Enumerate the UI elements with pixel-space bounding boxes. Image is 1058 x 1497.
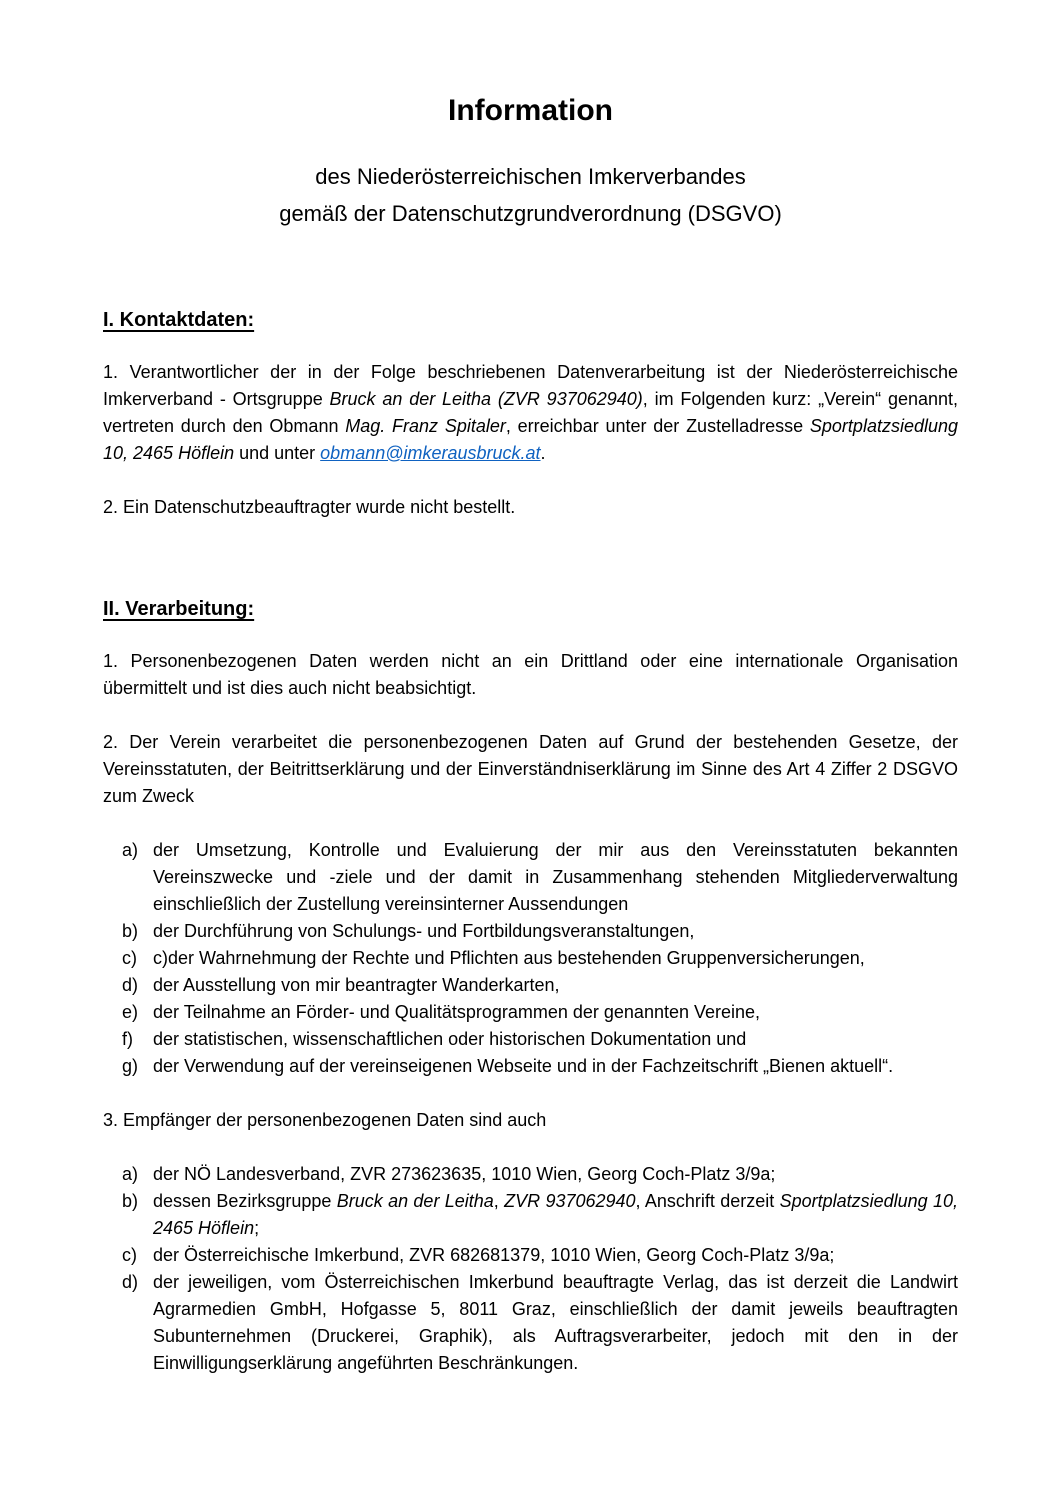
- text-run: ;: [254, 1218, 260, 1238]
- text-run: c)der Wahrnehmung der Rechte und Pflichten aus bestehenden Gruppenversicherungen,: [153, 948, 865, 968]
- section-verarbeitung-heading: II. Verarbeitung:: [103, 598, 255, 620]
- list-marker: d): [122, 1272, 139, 1292]
- purpose-item-c: [103, 945, 958, 972]
- text-run: der jeweiligen, vom Österreichischen Imkerbund beauftragte Verlag, das ist derzeit die Landwirt Agrarmedien GmbH, Hofgasse 5, 8011 Graz, einschließlich der damit jeweils beauftragten Subunternehmen (Druckerei, Graphik), als Auftragsverarbeiter, jedoch mit den in der Einwilligungserklärung angeführten Beschränkungen.: [153, 1272, 958, 1373]
- purpose-item-e: [103, 999, 958, 1026]
- text-run: der Verwendung auf der vereinseigenen Webseite und in der Fachzeitschrift „Bienen aktuell“.: [153, 1056, 894, 1076]
- text-run: der Österreichische Imkerbund, ZVR 682681379, 1010 Wien, Georg Coch-Platz 3/9a;: [153, 1245, 835, 1265]
- subtitle-line-1: des Niederösterreichischen Imkerverbandes: [315, 164, 746, 189]
- text-run: 3. Empfänger der personenbezogenen Daten sind auch: [103, 1110, 547, 1130]
- paragraph-drittland: [103, 648, 958, 702]
- text-run: Sportplatzsiedlung 10, 2465 Höflein: [153, 1191, 958, 1238]
- purpose-item-f: [103, 1026, 958, 1053]
- text-run: Sportplatzsiedlung 10, 2465 Höflein: [103, 416, 959, 463]
- list-marker: b): [122, 1191, 139, 1211]
- list-item-text: [153, 1242, 958, 1269]
- list-marker: g): [122, 1056, 139, 1076]
- document-subtitle: [103, 158, 958, 232]
- list-marker: c): [122, 948, 137, 968]
- text-run: 2. Ein Datenschutzbeauftragter wurde nicht bestellt.: [103, 497, 516, 517]
- text-run: .: [540, 443, 546, 463]
- purpose-item-g: [103, 1053, 958, 1080]
- list-marker: d): [122, 975, 139, 995]
- recipients-list: [103, 1161, 958, 1377]
- list-item-text: [153, 918, 958, 945]
- list-item-text: [153, 1269, 958, 1377]
- text-run: , im Folgenden kurz: „Verein“ genannt, vertreten durch den Obmann: [103, 389, 959, 436]
- text-run: , erreichbar unter der Zustelladresse: [505, 416, 810, 436]
- text-run: der NÖ Landesverband, ZVR 273623635, 1010 Wien, Georg Coch-Platz 3/9a;: [153, 1164, 776, 1184]
- list-marker: f): [122, 1029, 133, 1049]
- list-marker: e): [122, 1002, 139, 1022]
- subtitle-line-2: gemäß der Datenschutzgrundverordnung (DSGVO): [279, 201, 782, 226]
- list-marker: a): [122, 840, 139, 860]
- paragraph-datenschutzbeauftragter: [103, 494, 958, 521]
- list-marker: a): [122, 1164, 139, 1184]
- list-item-text: [153, 1026, 958, 1053]
- paragraph-verantwortlicher: [103, 359, 958, 467]
- text-run: der Umsetzung, Kontrolle und Evaluierung der mir aus den Vereinsstatuten bekannten Vereinszwecke und -ziele und der damit in Zusammenhang stehenden Mitgliederverwaltung einschließlich der Zustellung vereinsinterner Aussendungen: [153, 840, 958, 914]
- list-item-text: [153, 1161, 958, 1188]
- recipients-item-d: [103, 1269, 958, 1377]
- recipients-item-a: [103, 1161, 958, 1188]
- recipients-item-c: [103, 1242, 958, 1269]
- text-run: und unter: [234, 443, 321, 463]
- text-run: der Durchführung von Schulungs- und Fortbildungsveranstaltungen,: [153, 921, 695, 941]
- purpose-list: [103, 837, 958, 1080]
- paragraph-verarbeitungszweck: [103, 729, 958, 810]
- list-item-text: [153, 945, 958, 972]
- text-run: 1. Personenbezogenen Daten werden nicht an ein Drittland oder eine internationale Organisation übermittelt und ist dies auch nicht beabsichtigt.: [103, 651, 958, 698]
- list-item-text: [153, 999, 958, 1026]
- document-title: Information: [448, 94, 613, 127]
- list-item-text: [153, 1053, 958, 1080]
- list-item-text: [153, 972, 958, 999]
- list-marker: b): [122, 921, 139, 941]
- purpose-item-d: [103, 972, 958, 999]
- text-run: ,: [493, 1191, 505, 1211]
- text-run: Bruck an der Leitha: [336, 1191, 494, 1211]
- text-run: der Ausstellung von mir beantragter Wanderkarten,: [153, 975, 560, 995]
- paragraph-empfaenger: [103, 1107, 958, 1134]
- text-run: , Anschrift derzeit: [635, 1191, 780, 1211]
- recipients-item-b: [103, 1188, 958, 1242]
- list-item-text: [153, 837, 958, 918]
- text-run: der Teilnahme an Förder- und Qualitätsprogrammen der genannten Vereine,: [153, 1002, 761, 1022]
- text-run: ZVR 937062940: [504, 1191, 636, 1211]
- text-run: Bruck an der Leitha (ZVR 937062940): [329, 389, 643, 409]
- section-kontaktdaten-heading: I. Kontaktdaten:: [103, 309, 255, 331]
- list-marker: c): [122, 1245, 137, 1265]
- text-run: 1. Verantwortlicher der in der Folge beschriebenen Datenverarbeitung ist der Niederösterreichische Imkerverband - Ortsgruppe: [103, 362, 958, 409]
- purpose-item-b: [103, 918, 958, 945]
- email-link[interactable]: obmann@imkerausbruck.at: [320, 443, 541, 463]
- text-run: der statistischen, wissenschaftlichen oder historischen Dokumentation und: [153, 1029, 747, 1049]
- text-run: 2. Der Verein verarbeitet die personenbezogenen Daten auf Grund der bestehenden Gesetze, der Vereinsstatuten, der Beitrittserklärung und der Einverständniserklärung im Sinne des Art 4 Ziffer 2 DSGVO zum Zweck: [103, 732, 958, 806]
- list-item-text: [153, 1188, 958, 1242]
- purpose-item-a: [103, 837, 958, 918]
- text-run: Mag. Franz Spitaler: [345, 416, 506, 436]
- text-run: dessen Bezirksgruppe: [153, 1191, 337, 1211]
